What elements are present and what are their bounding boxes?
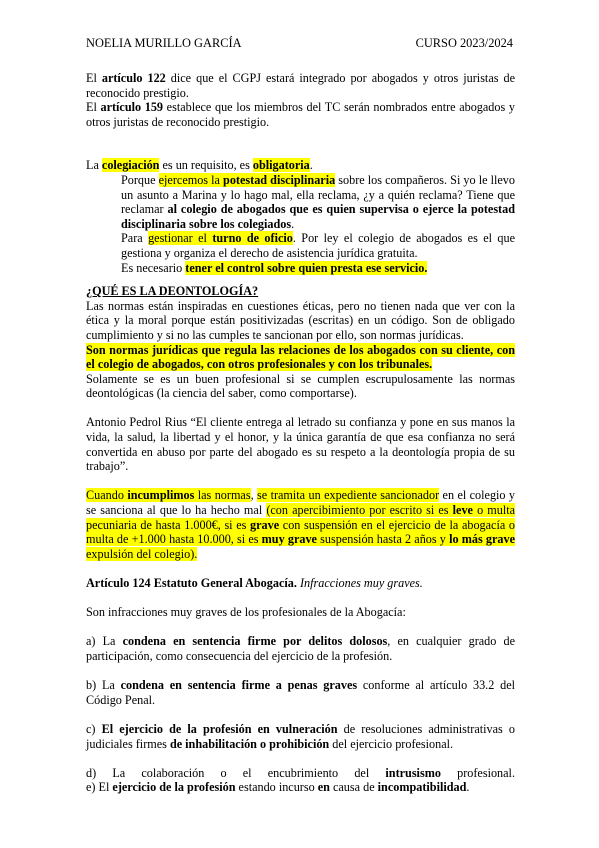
text: , bbox=[250, 488, 258, 503]
paragraph-intro-infracciones: Son infracciones muy graves de los profesionales de la Abogacía: bbox=[86, 605, 406, 620]
paragraph-turno-oficio bbox=[86, 231, 515, 260]
text: Para bbox=[121, 231, 149, 246]
bold-text: de inhabilitación o prohibición bbox=[169, 736, 330, 751]
paragraph-buen-profesional: Solamente se es un buen profesional si se cumplen escrupulosamente las normas deontológicas (la ciencia del saber, como comportarse). bbox=[86, 371, 515, 401]
highlighted-bold: colegiación bbox=[101, 158, 160, 173]
highlighted-text: con suspensión en el ejercicio de la abogacía o multa de +1.000 hasta 10.000, si es bbox=[86, 517, 515, 547]
text: . Por ley el colegio de abogados es el que gestiona y organiza el derecho de asistencia jurídica gratuita. bbox=[121, 231, 516, 260]
highlighted-bold: Son normas jurídicas que regula las relaciones de los abogados con su cliente, con el colegio de abogados, con otros profesionales y con los tribunales. bbox=[86, 342, 515, 372]
header-course: CURSO 2023/2024 bbox=[415, 36, 513, 50]
text: es un requisito, es bbox=[159, 158, 253, 173]
text: del ejercicio profesional. bbox=[329, 736, 454, 751]
text: El bbox=[86, 71, 102, 85]
bold-text: condena en sentencia firme por delitos dolosos bbox=[122, 634, 388, 649]
bold-text: al colegio de abogados que es quien supervisa o ejerce la potestad disciplinaria sobre los colegiados bbox=[121, 202, 515, 231]
highlighted-bold: tener el control sobre quien presta ese servicio. bbox=[185, 260, 428, 275]
page-header bbox=[86, 36, 513, 52]
text: d) La colaboración o el encubrimiento del bbox=[86, 765, 386, 780]
document-body bbox=[86, 71, 515, 795]
paragraph-control bbox=[86, 261, 515, 276]
text: estando incurso bbox=[235, 780, 318, 795]
text: b) La bbox=[86, 678, 121, 693]
highlighted-text: o multa pecuniaria de hasta 1.000€, si es bbox=[86, 503, 516, 532]
highlighted-bold: lo más grave bbox=[449, 532, 515, 547]
header-author: NOELIA MURILLO GARCÍA bbox=[86, 36, 242, 50]
highlighted-bold: obligatoria bbox=[252, 158, 310, 173]
paragraph-potestad bbox=[86, 173, 515, 231]
text: conforme al artículo 33.2 del Código Penal. bbox=[86, 678, 516, 707]
highlighted-bold: leve bbox=[452, 503, 473, 518]
bold-text: El ejercicio de la profesión en vulneración bbox=[101, 721, 338, 736]
text: Porque bbox=[121, 172, 159, 187]
text: . bbox=[309, 158, 313, 173]
bold-text: en bbox=[317, 780, 330, 795]
highlighted-text: suspensión hasta 2 años y bbox=[316, 532, 450, 547]
highlighted-bold: incumplimos bbox=[127, 488, 195, 503]
bold-text: artículo 159 bbox=[100, 100, 164, 115]
highlighted-text: las normas bbox=[194, 488, 251, 503]
italic-text: Infracciones muy graves. bbox=[296, 576, 423, 590]
text: profesional. bbox=[440, 765, 515, 780]
text: e) El bbox=[86, 780, 113, 795]
paragraph-quote: Antonio Pedrol Rius “El cliente entrega al letrado su confianza y pone en sus manos la vida, la salud, la libertad y el honor, y la única garantía de que esa confianza no será convertida en abuso por parte del abogado es su respeto a la deontología propia de su trabajo”. bbox=[86, 415, 515, 474]
list-item-c bbox=[86, 722, 515, 751]
highlighted-bold: potestad disciplinaria bbox=[223, 172, 336, 187]
bold-text: artículo 122 bbox=[101, 71, 166, 85]
text: dice que el CGPJ estará integrado por abogados y otros juristas de reconocido prestigio. bbox=[86, 71, 515, 100]
paragraph-article-122 bbox=[86, 71, 515, 100]
list-item-d bbox=[86, 766, 515, 781]
bold-text: ejercicio de la profesión bbox=[112, 780, 236, 795]
paragraph-article-159 bbox=[86, 100, 515, 129]
text: causa de bbox=[329, 780, 378, 795]
heading-text: ¿QUÉ ES LA DEONTOLOGÍA? bbox=[86, 284, 259, 299]
text: en el colegio y se sanciona al que lo ha hecho mal bbox=[86, 488, 516, 518]
highlighted-text: gestionar el bbox=[148, 231, 213, 246]
text: . bbox=[466, 780, 470, 795]
list-item-b bbox=[86, 678, 515, 707]
text: de resoluciones administrativas o judiciales firmes bbox=[86, 721, 516, 751]
highlighted-text: se tramita un expediente sancionador bbox=[257, 488, 440, 503]
highlighted-bold: turno de oficio bbox=[212, 231, 293, 246]
text: Es necesario bbox=[121, 260, 186, 275]
text: a) La bbox=[86, 634, 123, 649]
bold-text: intrusismo bbox=[385, 765, 441, 780]
paragraph-sanciones bbox=[86, 488, 515, 561]
bold-text: incompatibilidad bbox=[377, 780, 467, 795]
list-item-e bbox=[86, 780, 515, 795]
highlighted-text: ejercemos la bbox=[158, 172, 224, 187]
highlighted-text: Cuando bbox=[86, 488, 128, 503]
list-item-a bbox=[86, 634, 515, 663]
highlighted-text: expulsión del colegio). bbox=[86, 546, 198, 561]
text: . bbox=[291, 216, 295, 231]
highlighted-text: (con apercibimiento por escrito si es bbox=[266, 503, 453, 518]
paragraph-normas-juridicas bbox=[86, 343, 515, 372]
text: , en cualquier grado de participación, como consecuencia del ejercicio de la profesión. bbox=[86, 634, 515, 663]
paragraph-article-124 bbox=[86, 576, 515, 591]
bold-text: Artículo 124 Estatuto General Abogacía. bbox=[86, 576, 297, 590]
highlighted-bold: muy grave bbox=[261, 532, 317, 547]
bold-text: condena en sentencia firme a penas graves bbox=[120, 678, 358, 693]
section-heading bbox=[86, 284, 515, 299]
text: La bbox=[86, 158, 102, 173]
text: El bbox=[86, 100, 101, 115]
text: sobre los compañeros. Si yo le llevo un asunto a Marina y lo hago mal, ella reclama, ¿y a quién reclama? Tiene que reclamar bbox=[121, 172, 515, 217]
text: c) bbox=[86, 721, 102, 736]
text: establece que los miembros del TC serán nombrados entre abogados y otros juristas de reconocido prestigio. bbox=[86, 100, 515, 129]
paragraph-colegiacion bbox=[86, 158, 515, 173]
highlighted-bold: grave bbox=[250, 517, 280, 532]
paragraph-normas: Las normas están inspiradas en cuestiones éticas, pero no tienen nada que ver con la ética y la moral porque están positivizadas (escritas) en un código. Son de obligado cumplimiento y si no las cumples te sancionan por ello, son normas jurídicas. bbox=[86, 298, 515, 342]
